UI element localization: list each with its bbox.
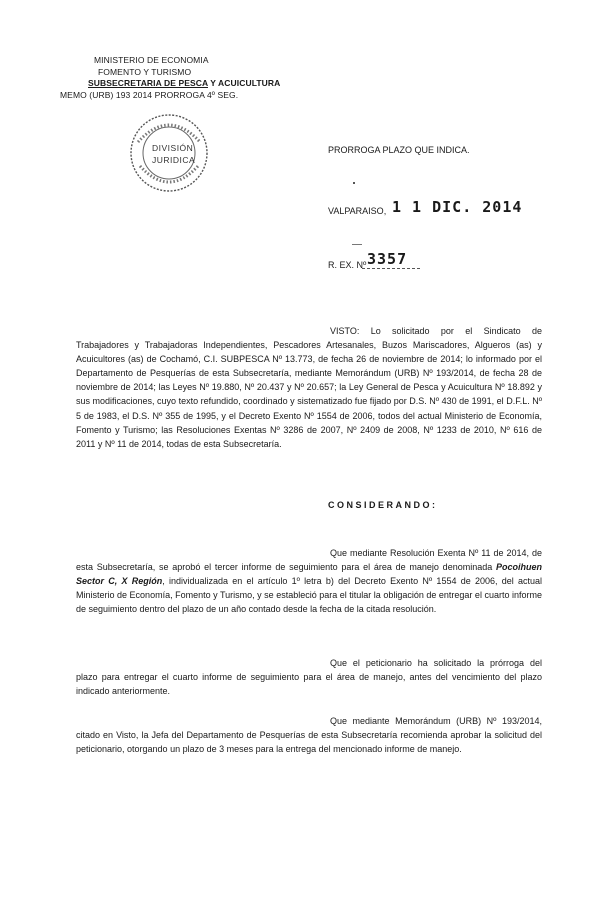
mark-dash xyxy=(352,244,362,245)
resolution-number-line xyxy=(362,268,420,269)
memo-reference: MEMO (URB) 193 2014 PRORROGA 4º SEG. xyxy=(60,89,239,100)
considerando-heading: CONSIDERANDO: xyxy=(328,500,438,510)
resolution-number: 3357 xyxy=(367,250,408,268)
visto-paragraph xyxy=(76,324,542,451)
p2-text: Que el peticionario ha solicitado la prórroga del plazo para entregar el cuarto informe de seguimiento para el área de manejo, antes del vencimiento del plazo indicado anteriormente. xyxy=(76,658,542,697)
letterhead-undersecretariat xyxy=(60,78,280,90)
issue-date-stamp: 1 1 DIC. 2014 xyxy=(392,198,523,216)
mark-dot xyxy=(353,182,355,184)
considerando-paragraph-3 xyxy=(76,714,542,756)
place-label: VALPARAISO, xyxy=(328,206,387,216)
document-subject: PRORROGA PLAZO QUE INDICA. xyxy=(328,145,470,155)
p1-text-a: Que mediante Resolución Exenta Nº 11 de 2014, de esta Subsecretaría, se aprobó el tercer informe de seguimiento para el área de manejo denominada xyxy=(76,548,542,573)
resolution-label: R. EX. Nº xyxy=(328,260,367,270)
stamp-line-1: DIVISIÓN xyxy=(152,143,194,153)
visto-text: Lo solicitado por el Sindicato de Trabajadores y Trabajadoras Independientes, Pescadores Artesanales, Buzos Mariscadores, Algueros (as) y Acuicultores (as) de Cochamó, C.I. SUBPESCA Nº 13.773, de fecha 26 de noviembre de 2014; lo informado por el Departamento de Pesquerías de esta Subsecretaría, mediante Memorándum (URB) Nº 193/2014, de fecha 28 de noviembre de 2014; las Leyes Nº 19.880, Nº 20.437 y Nº 20.657; la Ley General de Pesca y Acuicultura Nº 18.892 y sus modificaciones, cuyo texto refundido, coordinado y sistematizado fue fijado por D.S. Nº 430 de 1991, el D.F.L. Nº 5 de 1983, el D.S. Nº 355 de 1995, y el Decreto Exento Nº 1554 de 2006, todos del actual Ministerio de Economía, Fomento y Turismo; las Resoluciones Exentas Nº 3286 de 2007, Nº 2409 de 2008, Nº 1233 de 2010, Nº 616 de 2011 y Nº 11 de 2014, todas de esta Subsecretaría. xyxy=(76,326,542,449)
considerando-paragraph-1 xyxy=(76,546,542,616)
stamp-line-2: JURIDICA xyxy=(152,155,196,165)
letterhead-ministry: MINISTERIO DE ECONOMIA xyxy=(94,55,209,65)
considerando-paragraph-2 xyxy=(76,656,542,698)
letterhead xyxy=(60,55,280,101)
visto-lead: VISTO: xyxy=(330,326,360,336)
p1-area-name: Pocoihuen Sector C, X Región xyxy=(76,562,542,587)
letterhead-ministry-sub: FOMENTO Y TURISMO xyxy=(98,66,192,77)
stamp-label xyxy=(152,142,195,166)
letterhead-undersecretariat-underlined: SUBSECRETARIA DE PESCA xyxy=(88,78,208,88)
letterhead-undersecretariat-rest: Y ACUICULTURA xyxy=(207,78,281,88)
p3-text: Que mediante Memorándum (URB) Nº 193/2014, citado en Visto, la Jefa del Departamento de Pesquerías de esta Subsecretaría recomienda aprobar la solicitud del peticionario, otorgando un plazo de 3 meses para la entrega del mencionado informe de manejo. xyxy=(76,716,542,755)
p1-text-c: , individualizada en el artículo 1º letra b) del Decreto Exento Nº 1554 de 2006, del actual Ministerio de Economía, Fomento y Turismo, y se estableció para el titular la obligación de entregar el cuarto informe de seguimiento dentro del plazo de un año contado desde la fecha de la citada resolución. xyxy=(76,576,543,615)
